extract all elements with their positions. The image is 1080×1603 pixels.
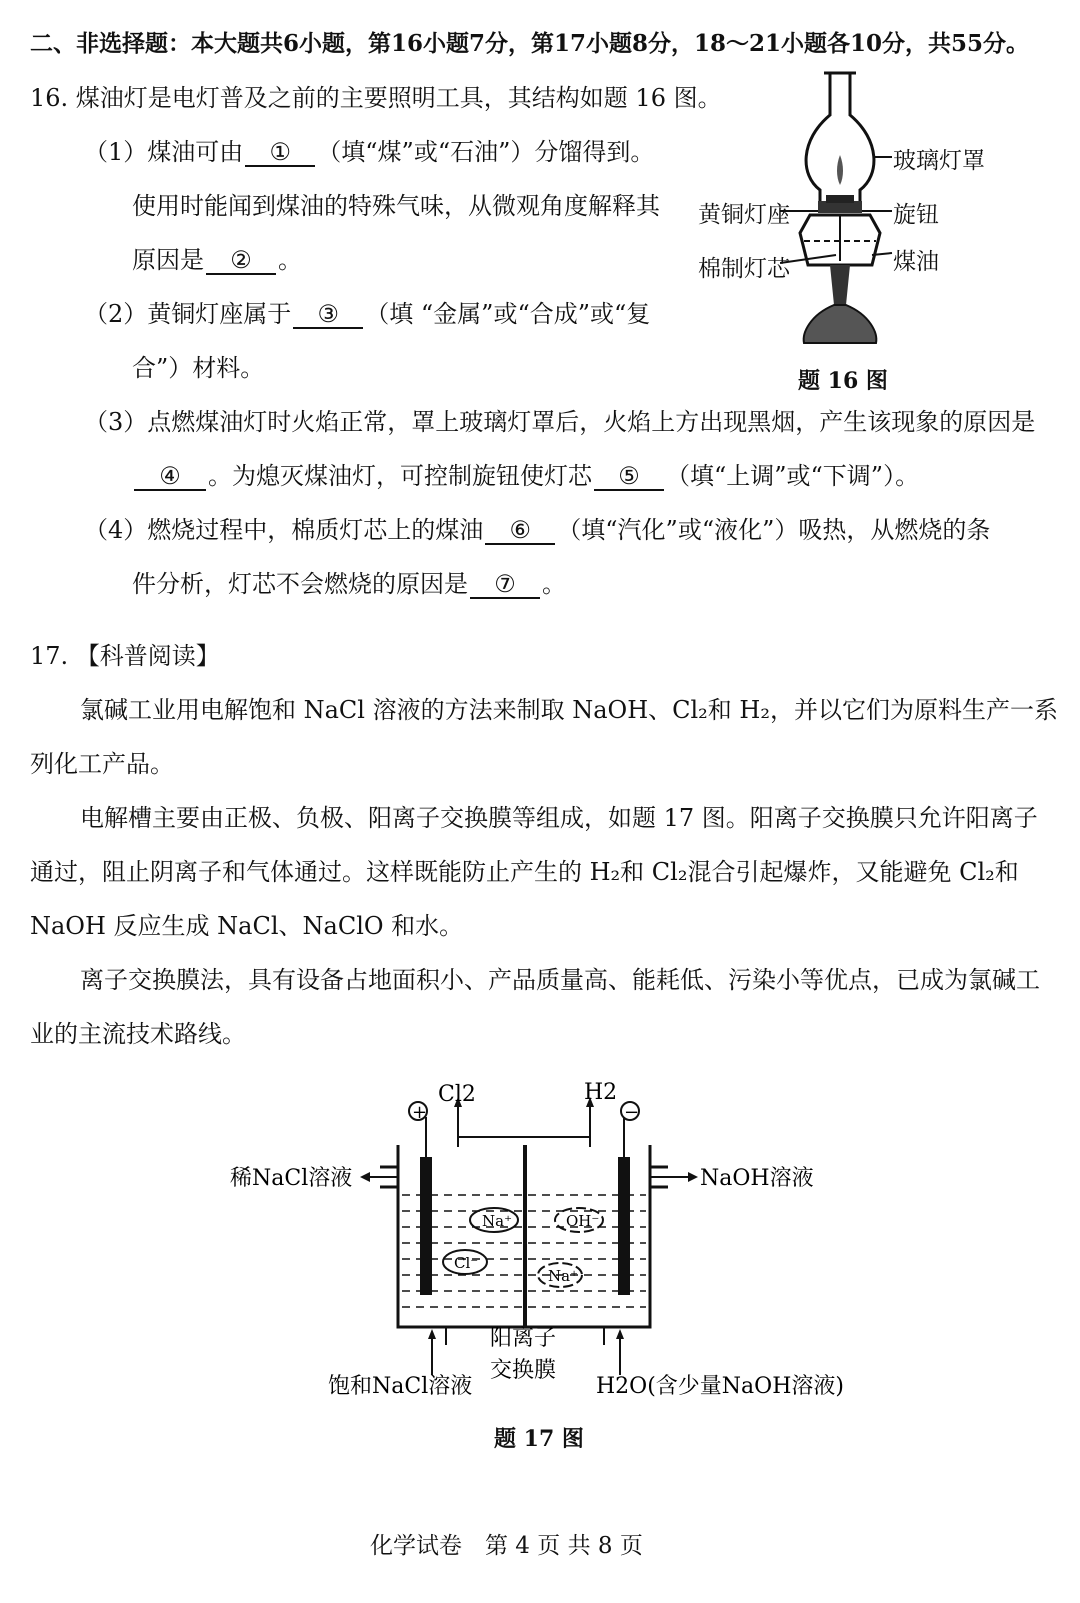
membrane-label-2: 交换膜	[490, 1358, 557, 1383]
figure-17-caption: 题 17 图	[494, 1426, 584, 1452]
q16-part4-line1	[84, 514, 990, 546]
membrane-label-1: 阳离子	[490, 1326, 557, 1351]
cl2-label: Cl2	[438, 1082, 476, 1107]
minus-sign: −	[624, 1102, 640, 1123]
q16-text: （4）燃烧过程中，棉质灯芯上的煤油	[84, 516, 484, 544]
kerosene-lamp-figure	[780, 65, 900, 355]
ion-na-label: Na⁺	[482, 1212, 512, 1230]
q17-para1-line2: 列化工产品。	[30, 750, 174, 778]
anode-electrode	[420, 1157, 432, 1295]
page-footer: 化学试卷 第 4 页 共 8 页	[370, 1533, 643, 1559]
q16-text: 。为熄灭煤油灯，可控制旋钮使灯芯	[208, 462, 592, 490]
h2-label: H2	[584, 1080, 618, 1105]
label-kerosene: 煤油	[893, 249, 939, 275]
q17-para1-line1: 氯碱工业用电解饱和 NaCl 溶液的方法来制取 NaOH、Cl₂和 H₂，并以它们为原料生产一系	[80, 696, 1058, 724]
q16-part4-line2	[132, 568, 566, 600]
q16-part1-line3	[132, 244, 302, 276]
label-knob: 旋钮	[893, 202, 939, 228]
q16-part2-line2: 合”）材料。	[132, 354, 265, 382]
q17-para3-line2: 业的主流技术路线。	[30, 1020, 246, 1048]
electrolysis-cell-figure	[230, 1075, 870, 1415]
q16-part3-line1: （3）点燃煤油灯时火焰正常，罩上玻璃灯罩后，火焰上方出现黑烟，产生该现象的原因是	[84, 408, 1036, 436]
q16-text: （填“煤”或“石油”）分馏得到。	[317, 138, 655, 166]
q16-text: 原因是	[132, 246, 204, 274]
inlet-left-label: 饱和NaCl溶液	[328, 1374, 473, 1399]
ion-cl-label: Cl⁻	[454, 1254, 479, 1272]
q16-text: （2）黄铜灯座属于	[84, 300, 292, 328]
q16-part1-line1	[84, 136, 654, 168]
plus-sign: +	[412, 1102, 428, 1123]
q16-text: 。	[542, 570, 566, 598]
q16-part2-line1	[84, 298, 650, 330]
q17-para2-line2: 通过，阻止阴离子和气体通过。这样既能防止产生的 H₂和 Cl₂混合引起爆炸，又能避免 Cl₂和	[30, 858, 1019, 886]
flame-shape	[837, 155, 843, 185]
q16-text: 件分析，灯芯不会燃烧的原因是	[132, 570, 468, 598]
outlet-right-label: NaOH溶液	[700, 1166, 814, 1191]
q17-para3-line1: 离子交换膜法，具有设备占地面积小、产品质量高、能耗低、污染小等优点，已成为氯碱工	[80, 966, 1040, 994]
q16-text: （1）煤油可由	[84, 138, 244, 166]
q17-title: 17. 【科普阅读】	[30, 642, 220, 670]
q16-part3-line2	[132, 460, 919, 492]
q16-text: （填 “金属”或“合成”或“复	[365, 300, 651, 328]
section-heading: 二、非选择题：本大题共6小题，第16小题7分，第17小题8分，18～21小题各10分，共55分。	[30, 30, 1030, 57]
inlet-right-label: H2O(含少量NaOH溶液)	[596, 1374, 844, 1399]
q16-text: （填“汽化”或“液化”）吸热，从燃烧的条	[557, 516, 991, 544]
ion-na2-label: Na⁺	[548, 1267, 578, 1285]
q17-para2-line1: 电解槽主要由正极、负极、阳离子交换膜等组成，如题 17 图。阳离子交换膜只允许阳离子	[80, 804, 1038, 832]
q17-para2-line3: NaOH 反应生成 NaCl、NaClO 和水。	[30, 912, 464, 940]
lamp-stem	[830, 265, 850, 305]
q16-part1-line2: 使用时能闻到煤油的特殊气味，从微观角度解释其	[132, 192, 660, 220]
figure-16-caption: 题 16 图	[798, 368, 888, 394]
label-brass-base: 黄铜灯座	[698, 202, 790, 228]
label-cotton-wick: 棉制灯芯	[698, 256, 790, 282]
q16-text: （填“上调”或“下调”）。	[666, 462, 920, 490]
answer-blank-4[interactable]: ④	[134, 463, 206, 491]
answer-blank-1[interactable]: ①	[245, 139, 315, 167]
answer-blank-3[interactable]: ③	[293, 301, 363, 329]
answer-blank-5[interactable]: ⑤	[594, 463, 664, 491]
answer-blank-6[interactable]: ⑥	[485, 517, 555, 545]
outlet-left-label: 稀NaCl溶液	[230, 1166, 353, 1191]
answer-blank-7[interactable]: ⑦	[470, 571, 540, 599]
label-glass-chimney: 玻璃灯罩	[893, 148, 985, 174]
burner-knob	[826, 195, 854, 203]
q16-text: 。	[278, 246, 302, 274]
answer-blank-2[interactable]: ②	[206, 247, 276, 275]
ion-oh-label: OH⁻	[566, 1212, 600, 1230]
lamp-base	[804, 305, 877, 343]
cathode-electrode	[618, 1157, 630, 1295]
q16-stem: 16. 煤油灯是电灯普及之前的主要照明工具，其结构如题 16 图。	[30, 84, 722, 112]
